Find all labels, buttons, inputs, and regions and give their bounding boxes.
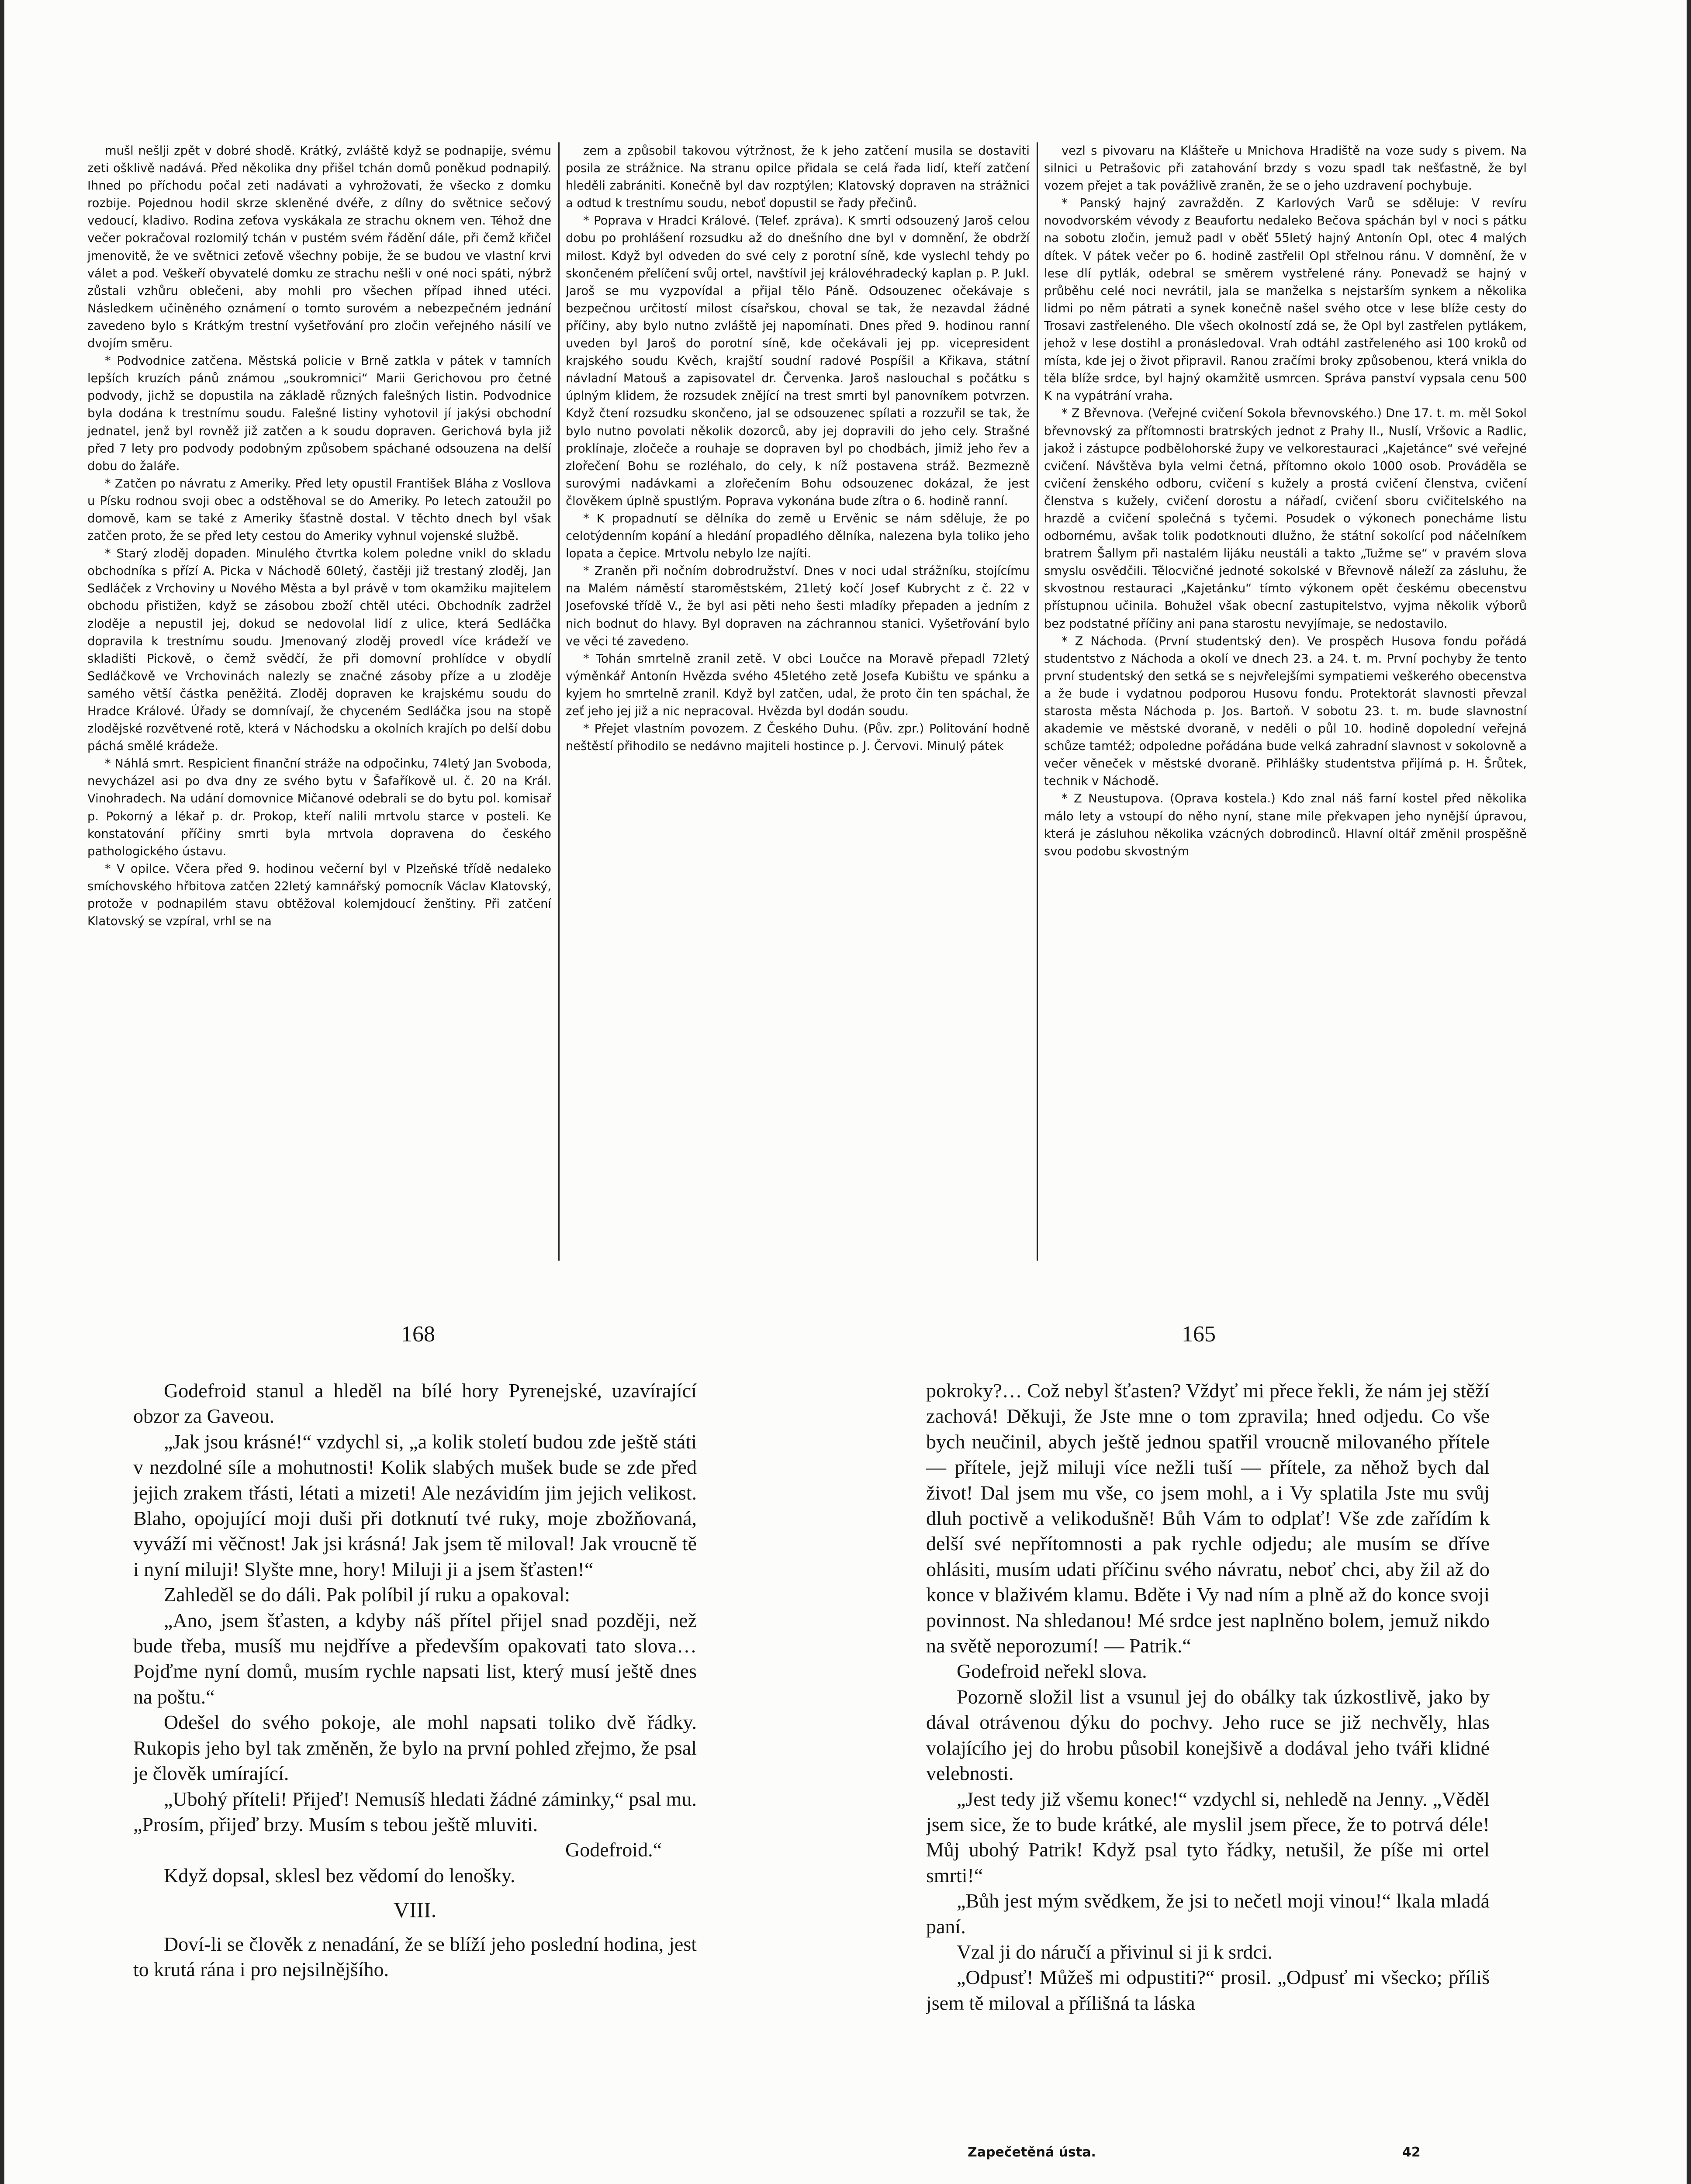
novel-paragraph: Zahleděl se do dáli. Pak políbil jí ruku a opakoval: [164, 1583, 571, 1606]
novel-page-right [926, 1378, 1490, 2184]
news-paragraph: * Zatčen po návratu z Ameriky. Před lety opustil František Bláha z Vosllova u Písku rodnou svoji obec a odstěhoval se do Ameriky. Po letech zatoužil po domově, kam se také z Ameriky šťastně dostal. V těchto dnech byl však zatčen proto, že se před lety cestou do Ameriky vyhnul vojenské službě. [87, 477, 551, 543]
novel-paragraph: „Jak jsou krásné!“ vzdychl si, „a kolik století budou zde ještě státi v nezdolné síle a mohutnosti! Kolik slabých mušek bude se zde před jejich zrakem třásti, létati a mizeti! Ale nezávidím jim jejich velikost. Blaho, opojující moji duši při dotknutí tvé ruky, moje zbožňovaná, vyváží mi věčnost! Jak jsi krásná! Jak jsem tě miloval! Jak vroucně tě i nyní miluji! Slyšte mne, hory! Miluji ji a jsem šťasten!“ [133, 1430, 697, 1580]
novel-paragraph: Godefroid stanul a hleděl na bílé hory Pyrenejské, uzavírající obzor za Gaveou. [133, 1379, 697, 1427]
scan-right-edge [1687, 0, 1691, 2184]
news-paragraph: * Náhlá smrt. Respicient finanční stráže na odpočinku, 74letý Jan Svoboda, nevycházel asi po dva dny ze svého bytu v Šafaříkově ul. č. 20 na Král. Vinohradech. Na udání domovnice Mičanové odebrali se do bytu pol. komisař p. Pokorný a lékař p. dr. Prokop, kteří nalili mrtvolu starce v posteli. Ke konstatování příčiny smrti byla mrtvola dopravena do českého pathologického ústavu. [87, 757, 551, 858]
news-paragraph: * Z Náchoda. (První studentský den). Ve prospěch Husova fondu pořádá studentstvo z Náchoda a okolí ve dnech 23. a 24. t. m. První pochyby že tento první studentský den setká se s nejvřelejšími sympatiemi veškerého obecenstva a že bude i vydatnou podporou Husovu fondu. Protektorát slavnosti převzal starosta města Náchoda p. Jos. Bartoň. V sobotu 23. t. m. bude slavnostní akademie ve městské dvoraně, v neděli o půl 10. hodině dopolední veřejná schůze tamtéž; odpoledne pořádána bude velká zahradní slavnost v sokolovně a večer věneček v městské dvoraně. Přihlášky studentstva přijímá p. H. Šrůtek, technik v Náchodě. [1044, 634, 1527, 788]
news-column-left [87, 142, 551, 1261]
novel-paragraph: „Jest tedy již všemu konec!“ vzdychl si, nehledě na Jenny. „Věděl jsem sice, že to bude krátké, ale myslil jsem přece, že to potrvá déle! Můj ubohý Patrik! Když psal tyto řádky, netušil, že píše mi ortel smrti!“ [926, 1787, 1490, 1887]
scan-left-edge [0, 0, 4, 2184]
news-paragraph: zem a způsobil takovou výtržnost, že k jeho zatčení musila se dostaviti posila ze strážnice. Na stranu opilce přidala se celá řada lidí, kteří zatčení hleděli zabrániti. Konečně byl dav rozptýlen; Klatovský dopraven na strážnici a odtud k trestnímu soudu, neboť dopustil se řady přečinů. [566, 144, 1030, 211]
novel-paragraph: „Bůh jest mým svědkem, že jsi to nečetl moji vinou!“ lkala mladá paní. [926, 1890, 1490, 1938]
novel-page-left [133, 1378, 697, 2184]
news-paragraph: vezl s pivovaru na Klášteře u Mnichova Hradiště na voze sudy s pivem. Na silnici u Petrašovic při zatahování brzdy s vozu spadl tak nešťastně, že byl vozem přejet a tak povážlivě zraněn, že se o jeho uzdravení pochybuje. [1044, 144, 1527, 193]
column-divider [558, 142, 560, 1261]
novel-paragraph: Odešel do svého pokoje, ale mohl napsati toliko dvě řádky. Rukopis jeho byl tak změněn, že bylo na první pohled zřejmo, že psal je člověk umírající. [133, 1711, 697, 1785]
news-paragraph: * Z Neustupova. (Oprava kostela.) Kdo znal náš farní kostel před několika málo lety a vstoupí do něho nyní, stane mile překvapen jeho nynější úpravou, která je zásluhou několika vzácných dobrodinců. Hlavní oltář změnil prospěšně svou podobu skvostným [1044, 792, 1527, 858]
news-paragraph: * Panský hajný zavražděn. Z Karlových Varů se sděluje: V revíru novodvorském vévody z Beaufortu nedaleko Bečova spáchán byl v noci s pátku na sobotu zločin, jemuž padl v oběť 55letý hajný Antonín Opl, otec 4 malých dítek. V pátek večer po 6. hodině zastřelil Opl střelnou ránu. V domnění, že v lese dlí pytlák, odebral se směrem vystřelené rány. Ponevadž se hajný v průběhu celé noci nevrátil, jala se manželka s nejstarším synkem a několika lidmi po něm pátrati a synek konečně našel svého otce v lese blíže cesty do Trosavi zastřeleného. Dle všech okolností zdá se, že Opl byl zastřelen pytlákem, jehož v lese dostihl a pronásledoval. Vrah odtáhl zastřeleného asi 100 kroků od místa, kde jej o život připravil. Ranou zračími broky způsobenou, která vnikla do těla blíže srdce, byl hajný okamžitě usmrcen. Správa panství vypsala cenu 500 K na vypátrání vraha. [1044, 197, 1527, 403]
news-paragraph: mušl nešlji zpět v dobré shodě. Krátký, zvláště když se podnapije, svému zeti ošklivě nadává. Před několika dny přišel tchán domů poněkud podnapilý. Ihned po příchodu počal zeti nadávati a vyhrožovati, že všecko z domku rozbije. Pojednou hodil skrze skleněné dvéře, z dílny do světnice sečový vedoucí, kladivo. Rodina zeťova vyskákala ze strachu oknem ven. Téhož dne večer pokračoval rozlomilý tchán v pustém svém řádění dále, při čemž křičel jmenovitě, že ve světnici zeťově všechny pobije, že se budou ve vlastní krvi válet a pod. Veškeří obyvatelé domku ze strachu nešli v oné noci spáti, nýbrž zůstali vzhůru oblečeni, aby mohli pro všechen případ ihned utéci. Následkem učiněného oznámení o tomto surovém a nebezpečném jednání zavedeno bylo s Krátkým trestní vyšetřování pro zločin veřejného násilí ve dvojím směru. [87, 144, 551, 351]
news-paragraph: * K propadnutí se dělníka do země u Ervěnic se nám sděluje, že po celotýdenním kopání a hledání propadlého dělníka, nalezena byla toliko jeho lopata a čepice. Mrtvolu nebylo lze najíti. [566, 511, 1030, 561]
news-paragraph: * Podvodnice zatčena. Městská policie v Brně zatkla v pátek v tamních lepších kruzích pánů známou „soukromnici“ Marii Gerichovou pro četné podvody, jichž se dopustila na základě různých falešných listin. Podvodnice byla dodána k trestnímu soudu. Falešné listiny vyhotovil jí jakýsi obchodní jednatel, jenž byl rovněž již zatčen a k soudu dopraven. Gerichová byla již před 7 lety pro podvody podobným způsobem spáchané odsouzena na delší dobu do žaláře. [87, 354, 551, 473]
news-paragraph: * Tohán smrtelně zranil zetě. V obci Loučce na Moravě přepadl 72letý výměnkář Antonín Hvězda svého 45letého zetě Josefa Kubištu ve spánku a kyjem ho smrtelně zranil. Když byl zatčen, udal, že proto čin ten spáchal, že zeť jeho jej již a nic nepracoval. Hvězda byl dodán soudu. [566, 652, 1030, 718]
footer-signature-number: 42 [1402, 2145, 1421, 2160]
news-paragraph: * Zraněn při nočním dobrodružství. Dnes v noci udal strážníku, stojícímu na Malém náměstí staroměstském, 21letý kočí Josef Kubrycht z č. 22 v Josefovské třídě V., že byl asi pěti neho šesti mladíky přepaden a jedním z nich bodnut do hlavy. Byl dopraven na záchrannou stanici. Vyšetřování bylo ve věci té zavedeno. [566, 564, 1030, 648]
left-page-number: 168 [401, 1322, 435, 1347]
chapter-heading: VIII. [393, 1897, 437, 1922]
news-paragraph: * Přejet vlastním povozem. Z Českého Duhu. (Pův. zpr.) Politování hodně neštěstí přihodilo se nedávno majiteli hostince p. J. Červovi. Minulý pátek [566, 722, 1030, 753]
footer-title: Zapečetěná ústa. [968, 2145, 1096, 2160]
novel-paragraph: Vzal ji do náručí a přivinul si ji k srdci. [957, 1940, 1273, 1963]
news-column-middle [566, 142, 1030, 1261]
novel-paragraph: pokroky?… Což nebyl šťasten? Vždyť mi přece řekli, že nám jej stěží zachová! Děkuji, že Jste mne o tom zpravila; hned odjedu. Co vše bych neučinil, abych ještě jednou spatřil vroucně milovaného přítele — přítele, jejž miluji více nežli tuší — přítele, za něhož bych dal život! Dal jsem mu vše, co jsem mohl, a i Vy splatila Jste mu svůj dluh poctivě a velikodušně! Bůh Vám to odplať! Vše zde zařídím k delší své nepřítomnosti a pak rychle odjedu; ale musím se dříve ohlásiti, musím udati příčinu svého návratu, neboť chci, aby žil až do konce v blaživém klamu. Bděte i Vy nad ním a plně až do konce svoji povinnost. Na shledanou! Mé srdce jest naplněno bolem, jemuž nikdo na světě neporozumí! — Patrik.“ [926, 1379, 1490, 1657]
column-divider [1037, 142, 1038, 1261]
novel-paragraph: Pozorně složil list a vsunul jej do obálky tak úzkostlivě, jako by dával otrávenou dýku do pochvy. Jeho ruce se již nechvěly, hlas volajícího jej do hrobu působil konejšivě a dodával jeho tváři klidné velebnosti. [926, 1685, 1490, 1785]
novel-paragraph: „Ubohý příteli! Přijeď! Nemusíš hledati žádné záminky,“ psal mu. „Prosím, přijeď brzy. Musím s tebou ještě mluviti. [133, 1787, 697, 1835]
news-paragraph: * Poprava v Hradci Králové. (Telef. zpráva). K smrti odsouzený Jaroš celou dobu po prohlášení rozsudku až do dnešního dne byl v domnění, že obdrží milost. Když byl odveden do své cely z porotní síně, kde vyslechl tehdy po skončeném přelíčení svůj ortel, navštívil jej královéhradecký kaplan p. P. Jukl. Jaroš se mu vyzpovídal a přijal tělo Páně. Odsouzenec očekávaje s bezpečnou určitostí milost císařskou, choval se tak, že nezavdal žádné příčiny, aby bylo nutno zvláště jej napomínati. Dnes před 9. hodinou ranní uveden byl Jaroš do porotní síně, kde očekávali jej pp. vicepresident krajského soudu Kvěch, krajští soudní radové Pospíšil a Křikava, státní návladní Matouš a zapisovatel dr. Červenka. Jaroš naslouchal s počátku s úplným klidem, že rozsudek znějící na trest smrti byl panovníkem potvrzen. Když čtení rozsudku skončeno, jal se odsouzenec spílati a rozzuřil se tak, že bylo nutno povolati několik dozorců, aby jej dopravili do jeho cely. Strašné proklínaje, zločeče a rouhaje se dopraven byl po chodbách, jimiž jeho řev a zlořečení Bohu se rozléhalo, do cely, k níž postavena stráž. Bezmezně surovými nadávkami a zlořečením Bohu odsouzenec dokázal, že jest člověkem úplně spustlým. Poprava vykonána bude zítra o 6. hodině ranní. [566, 214, 1030, 508]
novel-paragraph: Když dopsal, sklesl bez vědomí do lenošky. [164, 1864, 515, 1887]
novel-paragraph: Godefroid neřekl slova. [957, 1660, 1147, 1683]
news-paragraph: * Starý zloděj dopaden. Minulého čtvrtka kolem poledne vnikl do skladu obchodníka s přízí A. Picka v Náchodě 60letý, častěji již trestaný zloděj, Jan Sedláček z Vrchoviny u Nového Města a byl právě v tom okamžiku majitelem obchodu přistižen, když se zásobou zboží chtěl utéci. Obchodník zadržel zloděje a nepustil jej, dokud se nedovolal lidí z ulice, která Sedláčka dopravila k trestnímu soudu. Jmenovaný zloděj provedl více krádeží ve skladišti Pickově, o čemž svědčí, že při domovní prohlídce v obydlí Sedláčkově ve Vrchovinách nalezly se značné zásoby příze a u zloděje samého větší částka peněžitá. Zloděj dopraven ke krajskému soudu do Hradce Králové. Úřady se domnívají, že chyceném Sedláčka jsou na stopě zlodějské rozvětvené rotě, která v Náchodsku a okolních krajích po delší dobu páchá smělé krádeže. [87, 547, 551, 753]
novel-paragraph: „Ano, jsem šťasten, a kdyby náš přítel přijel snad později, než bude třeba, musíš mu nejdříve a především opakovati tato slova… Pojďme nyní domů, musím rychle napsati list, který musí ještě dnes na poštu.“ [133, 1609, 697, 1708]
news-column-right [1044, 142, 1527, 1261]
novel-paragraph: „Odpusť! Můžeš mi odpustiti?“ prosil. „Odpusť mi všecko; příliš jsem tě miloval a přílišná ta láska [926, 1966, 1490, 2014]
right-page-number: 165 [1182, 1322, 1216, 1347]
letter-signature: Godefroid.“ [565, 1838, 662, 1861]
news-paragraph: * V opilce. Včera před 9. hodinou večerní byl v Plzeňské třídě nedaleko smíchovského hřbitova zatčen 22letý kamnářský pomocník Václav Klatovský, protože v podnapilém stavu obtěžoval kolemjdoucí ženštiny. Při zatčení Klatovský se vzpíral, vrhl se na [87, 862, 551, 929]
novel-paragraph: Doví-li se člověk z nenadání, že se blíží jeho poslední hodina, jest to krutá rána i pro nejsilnějšího. [133, 1932, 697, 1980]
news-paragraph: * Z Břevnova. (Veřejné cvičení Sokola břevnovského.) Dne 17. t. m. měl Sokol břevnovský za přítomnosti bratrských jednot z Prahy II., Nuslí, Vršovic a Radlic, jakož i zástupce podbělohorské župy ve velkorestauraci „Kajetánce“ své veřejné cvičení. Návštěva byla velmi četná, přítomno okolo 1000 osob. Prováděla se cvičení ženského odboru, cvičení s kužely a prostá cvičení členstva, cvičení členstva s kužely, cvičení dorostu a nářadí, cvičení sboru cvičitelského na hrazdě a cvičení společná s tyčemi. Posudek o výkonech ponecháme listu odbornému, avšak tolik podotknouti dlužno, že státní sokolící pod náčelníkem bratrem Šallym při nastalém lijáku neustáli a takto „Tužme se“ v pravém slova smyslu osvědčili. Tělocvičné jednoté sokolské v Břevnově náleží za zásluhu, že skvostnou restauraci „Kajetánku“ tímto výkonem opět českému obecenstvu přístupnou učinila. Bohužel však obecní zastupitelstvo, vyjma několik výborů bez podstatné příčiny ani pana starostu nevyjímaje, se nedostavilo. [1044, 407, 1527, 631]
